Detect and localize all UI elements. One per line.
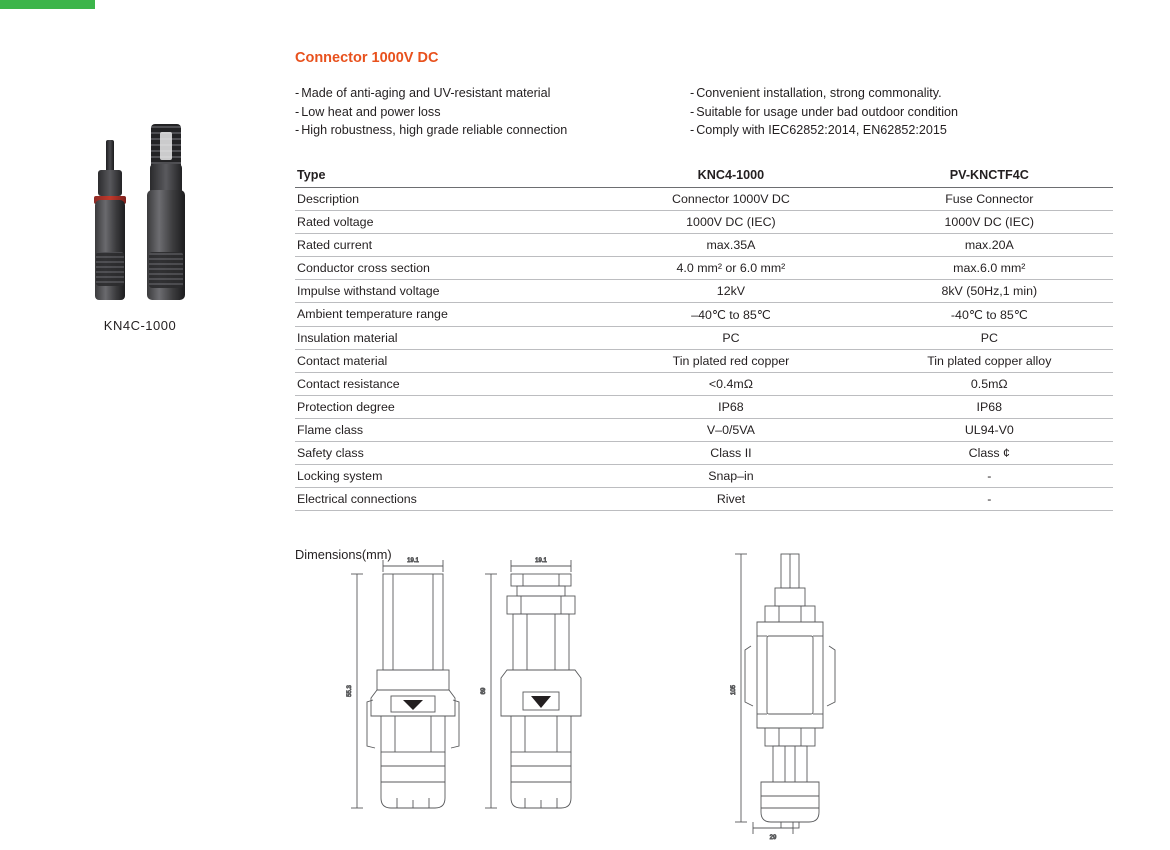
product-caption: KN4C-1000 <box>103 318 177 333</box>
feature-text: Convenient installation, strong commonality. <box>696 86 942 100</box>
table-body <box>295 187 1113 510</box>
row-value-a: Class II <box>596 441 865 464</box>
table-row <box>295 326 1113 349</box>
dim-label-width-2: 19.1 <box>535 558 547 564</box>
table-row <box>295 187 1113 210</box>
female-connector-photo <box>143 125 189 300</box>
feature-text: Comply with IEC62852:2014, EN62852:2015 <box>696 123 947 137</box>
feature-item: - Low heat and power loss <box>295 104 441 119</box>
row-value-b: -40℃ to 85℃ <box>866 302 1113 326</box>
table-row <box>295 441 1113 464</box>
row-value-a: IP68 <box>596 395 865 418</box>
dimension-drawings <box>295 550 1135 850</box>
row-value-a: Rivet <box>596 487 865 510</box>
feature-item: - Suitable for usage under bad outdoor condition <box>690 104 959 119</box>
feature-item: - Convenient installation, strong commonality. <box>690 86 942 100</box>
male-connector-drawing <box>347 558 459 808</box>
row-value-a: 1000V DC (IEC) <box>596 210 865 233</box>
row-label: Conductor cross section <box>295 256 596 279</box>
feature-item: - High robustness, high grade reliable connection <box>295 123 568 137</box>
page-title: Connector 1000V DC <box>295 50 439 66</box>
dim-label-height-1: 55.3 <box>347 685 353 697</box>
row-value-a: Tin plated red copper <box>596 349 865 372</box>
dim-label-height-3: 105 <box>731 684 737 696</box>
row-value-a: max.35A <box>596 233 865 256</box>
dim-label-width-1: 19.1 <box>407 558 419 564</box>
row-value-b: - <box>866 464 1113 487</box>
female-connector-drawing <box>481 558 581 808</box>
column-header-knc4-1000: KNC4-1000 <box>596 164 865 188</box>
row-value-b: PC <box>866 326 1113 349</box>
table-row <box>295 395 1113 418</box>
row-value-b: 1000V DC (IEC) <box>866 210 1113 233</box>
row-label: Contact resistance <box>295 372 596 395</box>
table-row <box>295 464 1113 487</box>
product-photo <box>40 110 240 300</box>
row-label: Safety class <box>295 441 596 464</box>
row-label: Flame class <box>295 418 596 441</box>
feature-column-left <box>295 84 690 140</box>
dimensions-title: Dimensions(mm) <box>295 546 392 562</box>
row-label: Impulse withstand voltage <box>295 279 596 302</box>
row-value-b: Tin plated copper alloy <box>866 349 1113 372</box>
row-value-a: <0.4mΩ <box>596 372 865 395</box>
dim-label-width-3: 29 <box>769 835 777 840</box>
content-area <box>295 50 1135 840</box>
row-value-a: –40℃ to 85℃ <box>596 302 865 326</box>
top-accent-bar <box>0 0 95 9</box>
table-row <box>295 233 1113 256</box>
row-label: Electrical connections <box>295 487 596 510</box>
feature-item: - Made of anti-aging and UV-resistant material <box>295 86 551 100</box>
table-row <box>295 372 1113 395</box>
row-value-b: UL94-V0 <box>866 418 1113 441</box>
feature-text: High robustness, high grade reliable connection <box>301 123 568 137</box>
row-value-b: - <box>866 487 1113 510</box>
row-value-a: Snap–in <box>596 464 865 487</box>
row-label: Description <box>295 187 596 210</box>
row-value-a: 4.0 mm² or 6.0 mm² <box>596 256 865 279</box>
table-row <box>295 210 1113 233</box>
table-row <box>295 349 1113 372</box>
row-label: Rated voltage <box>295 210 596 233</box>
row-value-b: max.20A <box>866 233 1113 256</box>
product-image-block <box>40 110 240 333</box>
row-value-a: Connector 1000V DC <box>596 187 865 210</box>
feature-list <box>295 84 1135 140</box>
table-header-row <box>295 164 1113 188</box>
row-label: Ambient temperature range <box>295 302 596 326</box>
specification-table <box>295 164 1113 511</box>
feature-text: Low heat and power loss <box>301 104 441 119</box>
feature-item: - Comply with IEC62852:2014, EN62852:2015 <box>690 123 947 137</box>
row-label: Locking system <box>295 464 596 487</box>
table-row <box>295 418 1113 441</box>
row-value-b: IP68 <box>866 395 1113 418</box>
row-value-b: max.6.0 mm² <box>866 256 1113 279</box>
table-row <box>295 279 1113 302</box>
dim-label-height-2: 69 <box>481 687 487 695</box>
row-value-b: Fuse Connector <box>866 187 1113 210</box>
row-value-b: 8kV (50Hz,1 min) <box>866 279 1113 302</box>
row-value-a: V–0/5VA <box>596 418 865 441</box>
fuse-connector-drawing <box>731 554 835 840</box>
drawings-svg <box>295 550 1135 840</box>
feature-column-right <box>690 84 1120 140</box>
table-row <box>295 302 1113 326</box>
row-label: Insulation material <box>295 326 596 349</box>
table-row <box>295 487 1113 510</box>
male-connector-photo <box>91 140 129 300</box>
row-value-b: 0.5mΩ <box>866 372 1113 395</box>
table-row <box>295 256 1113 279</box>
row-label: Protection degree <box>295 395 596 418</box>
feature-text: Made of anti-aging and UV-resistant material <box>301 86 551 100</box>
row-value-a: 12kV <box>596 279 865 302</box>
row-label: Rated current <box>295 233 596 256</box>
row-value-a: PC <box>596 326 865 349</box>
row-label: Contact material <box>295 349 596 372</box>
feature-text: Suitable for usage under bad outdoor condition <box>696 104 959 119</box>
row-value-b: Class ¢ <box>866 441 1113 464</box>
column-header-pv-knctf4c: PV-KNCTF4C <box>866 164 1113 188</box>
table-header <box>295 164 1113 188</box>
column-header-type: Type <box>295 164 596 188</box>
